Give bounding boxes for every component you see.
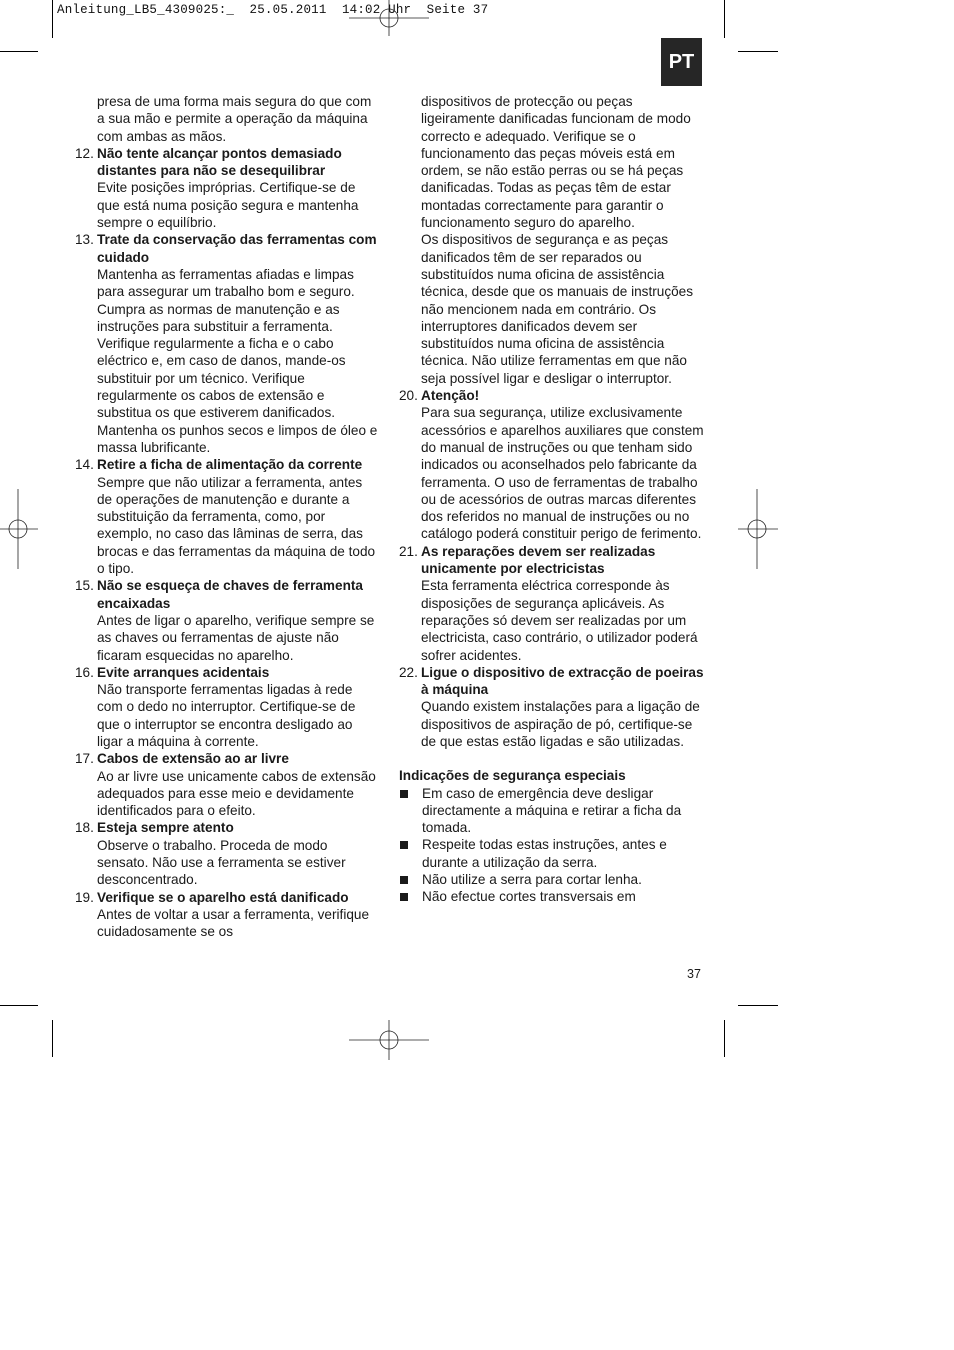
item-body: Observe o trabalho. Proceda de modo sensato. Não use a ferramenta se estiver desconcentrado. bbox=[97, 837, 346, 888]
crop-mark-top-left-vertical bbox=[52, 0, 53, 38]
registration-mark-right bbox=[738, 489, 778, 569]
item-number: 16. bbox=[75, 664, 94, 680]
item-number: 18. bbox=[75, 820, 94, 836]
item-number: 12. bbox=[75, 145, 94, 161]
item-body: Antes de voltar a usar a ferramenta, verifique cuidadosamente se os bbox=[97, 906, 370, 940]
item-title: Ligue o dispositivo de extracção de poeiras à máquina bbox=[421, 664, 704, 698]
item-number: 19. bbox=[75, 889, 94, 905]
item-body: Evite posições impróprias. Certifique-se de que está numa posição segura e mantenha sempre o equilíbrio. bbox=[97, 180, 359, 231]
item-body: Esta ferramenta eléctrica corresponde às disposições de segurança aplicáveis. As reparações só devem ser realizadas por um electricista, caso contrário, o utilizador poderá sofrer acidentes. bbox=[421, 578, 698, 663]
bullet-text: Não utilize a serra para cortar lenha. bbox=[422, 872, 642, 888]
crop-mark-bottom-left-vertical bbox=[52, 1020, 53, 1057]
item-title: Não se esqueça de chaves de ferramenta encaixadas bbox=[97, 578, 363, 611]
safety-item-19 bbox=[75, 889, 380, 941]
bullet-item bbox=[399, 871, 704, 888]
continued-paragraph: dispositivos de protecção ou peças ligeiramente danificadas funcionam de modo correcto e adequado. Verifique se o funcionamento das peças móveis está em ordem, se não estão perras ou se há peças danificadas. Todas as peças têm de estar montadas correctamente para garantir o funcionamento seguro do aparelho. bbox=[421, 94, 691, 231]
safety-item-12 bbox=[75, 145, 380, 231]
item-number: 22. bbox=[399, 664, 418, 680]
safety-item-20 bbox=[399, 387, 704, 543]
right-column bbox=[399, 93, 704, 906]
safety-item-21 bbox=[399, 543, 704, 664]
safety-item-13 bbox=[75, 231, 380, 456]
item-body: Antes de ligar o aparelho, verifique sempre se as chaves ou ferramentas de ajuste não ficaram esquecidas no aparelho. bbox=[97, 612, 375, 663]
bullet-item bbox=[399, 888, 704, 905]
language-tab: PT bbox=[661, 38, 702, 86]
item-title: Cabos de extensão ao ar livre bbox=[97, 751, 289, 767]
bullet-item bbox=[399, 836, 704, 871]
square-bullet-icon bbox=[400, 893, 408, 901]
safety-item-22 bbox=[399, 664, 704, 750]
square-bullet-icon bbox=[400, 876, 408, 884]
bullet-item bbox=[399, 785, 704, 837]
registration-mark-top bbox=[349, 0, 429, 36]
item-body: Para sua segurança, utilize exclusivamente acessórios e aparelhos auxiliares que constem do manual de instruções ou que tenham sido indicados ou aconselhados pelo fabricante da ferramenta. O uso de ferramentas de trabalho ou de acessórios de outras marcas diferentes dos referidos no manual de instruções ou no catálogo poderá constituir perigo de ferimento. bbox=[421, 405, 704, 542]
safety-item-17 bbox=[75, 750, 380, 819]
page-number: 37 bbox=[687, 967, 701, 981]
item-number: 17. bbox=[75, 751, 94, 767]
item-body: Sempre que não utilizar a ferramenta, antes de operações de manutenção e durante a substituição da ferramenta, como, por exemplo, no caso das lâminas de serra, das brocas e das ferramentas da máquina de todo o tipo. bbox=[97, 474, 376, 577]
item-title: Evite arranques acidentais bbox=[97, 664, 270, 680]
bullet-text: Respeite todas estas instruções, antes e durante a utilização da serra. bbox=[422, 837, 667, 870]
print-slug: Anleitung_LB5_4309025:_ 25.05.2011 14:02 Uhr Seite 37 bbox=[57, 3, 489, 17]
item-title: Não tente alcançar pontos demasiado distantes para não se desequilibrar bbox=[97, 145, 342, 179]
safety-item-16 bbox=[75, 664, 380, 750]
item-number: 20. bbox=[399, 388, 418, 404]
item-title: Esteja sempre atento bbox=[97, 820, 234, 836]
item-title: Retire a ficha de alimentação da corrente bbox=[97, 457, 363, 473]
left-column bbox=[75, 93, 380, 941]
registration-mark-bottom bbox=[349, 1020, 429, 1060]
item-number: 15. bbox=[75, 578, 94, 594]
square-bullet-icon bbox=[400, 790, 408, 798]
item-number: 14. bbox=[75, 457, 94, 473]
item-title: As reparações devem ser realizadas unicamente por electricistas bbox=[421, 543, 656, 577]
item-body: Mantenha as ferramentas afiadas e limpas para assegurar um trabalho bom e seguro. Cumpra as normas de manutenção e as instruções para substituir a ferramenta. Verifique regularmente a ficha e o cabo eléctrico e, em caso de danos, mande-os substituir por um técnico. Verifique regularmente os cabos de extensão e substitua os que estiverem danificados. Mantenha os punhos secos e limpos de óleo e massa lubrificante. bbox=[97, 266, 378, 455]
crop-mark-bottom-right-horizontal bbox=[738, 1005, 778, 1006]
bullet-text: Em caso de emergência deve desligar directamente a máquina e retirar a ficha da tomada. bbox=[422, 785, 682, 836]
item-number: 13. bbox=[75, 232, 94, 248]
safety-item-18 bbox=[75, 819, 380, 888]
item-title: Trate da conservação das ferramentas com cuidado bbox=[97, 232, 377, 265]
crop-mark-top-right-horizontal bbox=[738, 51, 778, 52]
item-body: Ao ar livre use unicamente cabos de extensão adequados para esse meio e devidamente identificados para o efeito. bbox=[97, 768, 376, 819]
crop-mark-bottom-right-vertical bbox=[724, 1020, 725, 1057]
crop-mark-top-left-horizontal bbox=[0, 51, 38, 52]
item-body: Não transporte ferramentas ligadas à rede com o dedo no interruptor. Certifique-se de que o interruptor se encontra desligado ao ligar a máquina à corrente. bbox=[97, 682, 356, 749]
registration-mark-left bbox=[0, 489, 38, 569]
crop-mark-top-right-vertical bbox=[724, 0, 725, 38]
item-title: Verifique se o aparelho está danificado bbox=[97, 889, 349, 905]
crop-mark-bottom-left-horizontal bbox=[0, 1005, 38, 1006]
section-heading: Indicações de segurança especiais bbox=[399, 768, 626, 784]
bullet-text: Não efectue cortes transversais em bbox=[422, 889, 636, 905]
square-bullet-icon bbox=[400, 841, 408, 849]
item-title: Atenção! bbox=[421, 388, 480, 404]
item-body: Quando existem instalações para a ligação de dispositivos de aspiração de pó, certifique-se de que estas estão ligadas e são utilizadas. bbox=[421, 699, 700, 749]
continued-paragraph: presa de uma forma mais segura do que com a sua mão e permite a operação da máquina com ambas as mãos. bbox=[97, 94, 372, 144]
continued-paragraph-2: Os dispositivos de segurança e as peças danificados têm de ser reparados ou substituídos numa oficina de assistência técnica, desde que os manuais de instruções não mencionem nada em contrário. Os interruptores danificados devem ser substituídos numa oficina de assistência técnica. Não utilize ferramentas em que não seja possível ligar e desligar o interruptor. bbox=[421, 232, 694, 386]
safety-item-15 bbox=[75, 577, 380, 663]
item-number: 21. bbox=[399, 543, 418, 559]
safety-item-14 bbox=[75, 456, 380, 577]
